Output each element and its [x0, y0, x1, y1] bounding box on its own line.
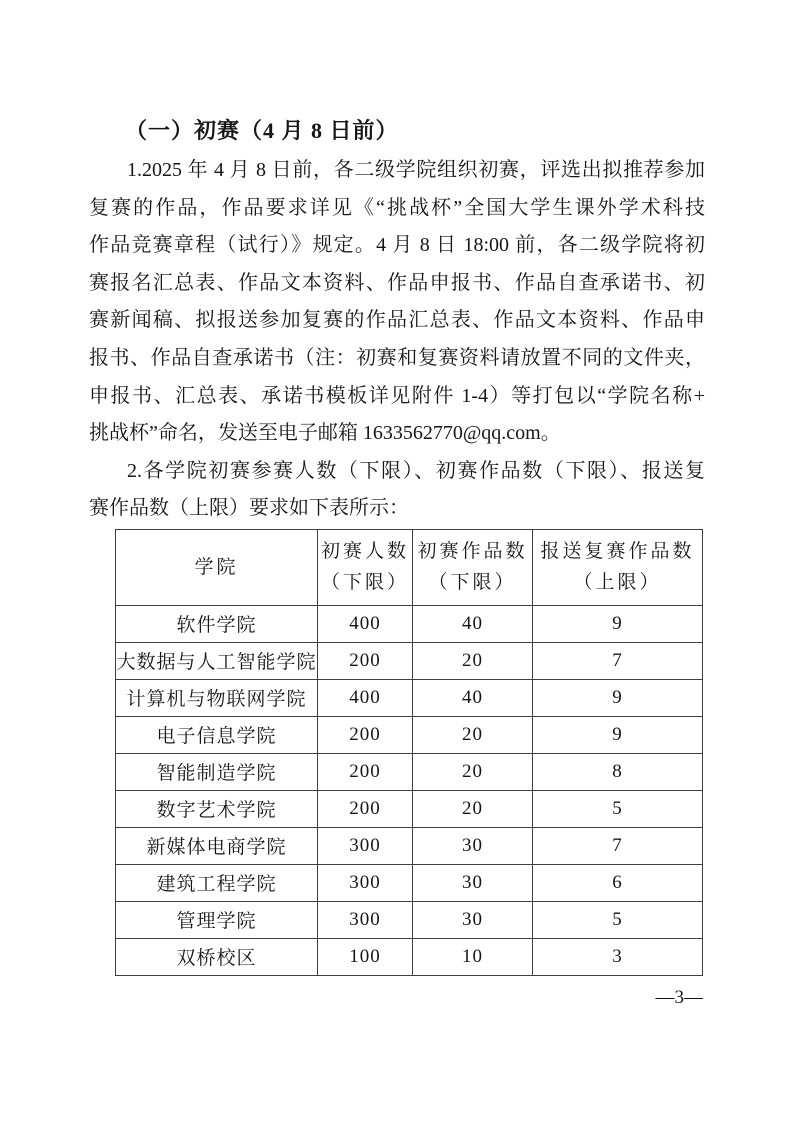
table-row [116, 827, 703, 864]
submit-cell: 5 [533, 790, 703, 827]
participants-cell: 400 [318, 605, 413, 642]
participants-cell: 200 [318, 642, 413, 679]
participants-cell: 200 [318, 790, 413, 827]
paragraph-line: 赛报名汇总表、作品文本资料、作品申报书、作品自查承诺书、初 [89, 271, 705, 294]
works-cell: 30 [413, 827, 533, 864]
table-row [116, 642, 703, 679]
table-body [116, 605, 703, 975]
participants-cell: 300 [318, 901, 413, 938]
header-works [413, 529, 533, 605]
college-cell: 建筑工程学院 [116, 864, 318, 901]
submit-cell: 9 [533, 679, 703, 716]
header-submit-label: 报送复赛作品数 [540, 541, 695, 563]
header-college-label: 学院 [194, 556, 239, 578]
submit-cell: 7 [533, 827, 703, 864]
table-row [116, 679, 703, 716]
table-row [116, 864, 703, 901]
works-cell: 20 [413, 790, 533, 827]
college-cell: 管理学院 [116, 901, 318, 938]
participants-cell: 300 [318, 827, 413, 864]
table-row [116, 605, 703, 642]
submit-cell: 8 [533, 753, 703, 790]
table-row [116, 938, 703, 975]
paragraph-line: 作品竞赛章程（试行）》规定。4 月 8 日 18:00 前，各二级学院将初 [89, 234, 705, 257]
table-row [116, 901, 703, 938]
header-works-sublabel: （下限） [428, 572, 517, 594]
header-submit [533, 529, 703, 605]
submit-cell: 9 [533, 716, 703, 753]
works-cell: 20 [413, 642, 533, 679]
participants-cell: 300 [318, 864, 413, 901]
works-cell: 10 [413, 938, 533, 975]
college-cell: 软件学院 [116, 605, 318, 642]
paragraph-line: 复赛的作品，作品要求详见《“挑战杯”全国大学生课外学术科技 [89, 196, 705, 219]
table-header [116, 529, 703, 605]
header-participants-label: 初赛人数 [320, 541, 409, 563]
header-submit-sublabel: （上限） [573, 572, 662, 594]
header-college [116, 529, 318, 605]
paragraph-2 [89, 453, 705, 528]
works-cell: 20 [413, 716, 533, 753]
submit-cell: 9 [533, 605, 703, 642]
submit-cell: 3 [533, 938, 703, 975]
works-cell: 30 [413, 901, 533, 938]
paragraph-line: 申报书、汇总表、承诺书模板详见附件 1-4）等打包以“学院名称+ [89, 384, 705, 407]
paragraph-1 [89, 152, 705, 453]
paragraph-line: 赛作品数（上限）要求如下表所示： [89, 497, 409, 520]
submit-cell: 7 [533, 642, 703, 679]
table-row [116, 716, 703, 753]
works-cell: 40 [413, 679, 533, 716]
table-row [116, 753, 703, 790]
college-cell: 大数据与人工智能学院 [116, 642, 318, 679]
college-cell: 双桥校区 [116, 938, 318, 975]
paragraph-line: 1.2025 年 4 月 8 日前，各二级学院组织初赛，评选出拟推荐参加 [127, 159, 705, 181]
table-header-row [116, 529, 703, 605]
section-heading: （一）初赛（4 月 8 日前） [125, 118, 399, 143]
header-works-label: 初赛作品数 [417, 541, 528, 563]
paragraph-line: 报书、作品自查承诺书（注：初赛和复赛资料请放置不同的文件夹， [89, 346, 705, 369]
participants-cell: 400 [318, 679, 413, 716]
table-row [116, 790, 703, 827]
header-participants [318, 529, 413, 605]
submit-cell: 5 [533, 901, 703, 938]
works-cell: 20 [413, 753, 533, 790]
college-cell: 计算机与物联网学院 [116, 679, 318, 716]
participants-cell: 200 [318, 753, 413, 790]
works-cell: 40 [413, 605, 533, 642]
paragraph-line: 赛新闻稿、拟报送参加复赛的作品汇总表、作品文本资料、作品申 [89, 309, 705, 332]
participants-cell: 100 [318, 938, 413, 975]
paragraph-line: 2.各学院初赛参赛人数（下限）、初赛作品数（下限）、报送复 [127, 459, 705, 482]
header-participants-sublabel: （下限） [320, 572, 409, 594]
college-cell: 数字艺术学院 [116, 790, 318, 827]
college-cell: 电子信息学院 [116, 716, 318, 753]
submit-cell: 6 [533, 864, 703, 901]
paragraph-line: 挑战杯”命名，发送至电子邮箱 1633562770@qq.com。 [89, 422, 561, 445]
works-cell: 30 [413, 864, 533, 901]
college-cell: 智能制造学院 [116, 753, 318, 790]
participants-cell: 200 [318, 716, 413, 753]
college-cell: 新媒体电商学院 [116, 827, 318, 864]
college-quota-table [115, 529, 703, 976]
page-number: —3— [655, 986, 703, 1008]
